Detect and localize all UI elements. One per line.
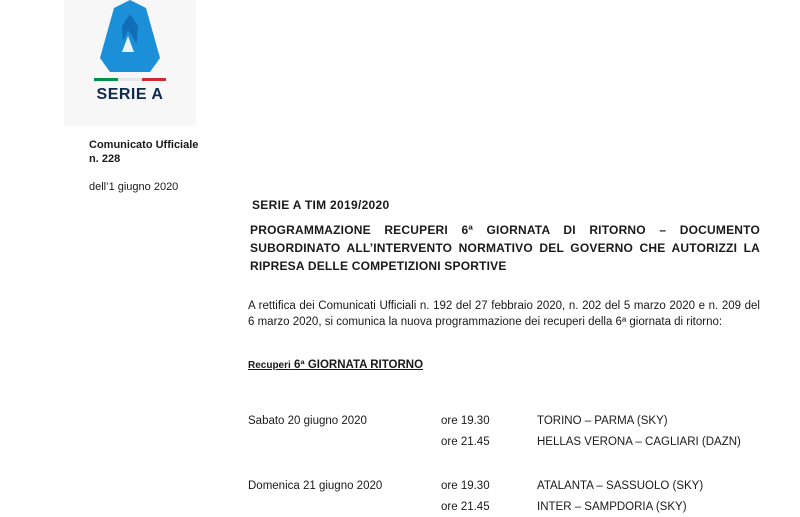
italian-flag-stripe — [94, 78, 166, 81]
match-teams: TORINO – PARMA (SKY) — [537, 414, 668, 427]
section-title — [248, 359, 760, 371]
match-date: Domenica 21 giugno 2020 — [248, 479, 383, 492]
intro-paragraph: A rettifica dei Comunicati Ufficiali n. 192 del 27 febbraio 2020, n. 202 del 5 marzo 2020 e n. 209 del 6 marzo 2020, si comunica la nuova programmazione dei recuperi della 6ª giornata di ritorno: — [248, 300, 760, 328]
comunicato-date: dell’1 giugno 2020 — [89, 181, 179, 193]
match-time: ore 21.45 — [441, 500, 490, 513]
section-title-part-a: Recuperi — [248, 360, 291, 371]
match-time: ore 21.45 — [441, 435, 490, 448]
serie-a-logo — [64, 0, 196, 126]
comunicato-number: n. 228 — [89, 153, 121, 165]
match-time: ore 19.30 — [441, 414, 490, 427]
logo-text: SERIE A — [96, 86, 164, 103]
sidebar — [89, 138, 198, 194]
comunicato-title: Comunicato Ufficiale — [89, 139, 199, 151]
document-title: SERIE A TIM 2019/2020 — [252, 198, 390, 212]
match-teams: INTER – SAMPDORIA (SKY) — [537, 500, 687, 513]
schedule-row — [248, 475, 768, 496]
document-body — [248, 198, 760, 371]
document-subtitle: PROGRAMMAZIONE RECUPERI 6ª GIORNATA DI RITORNO – DOCUMENTO SUBORDINATO ALL’INTERVENTO NORMATIVO DEL GOVERNO CHE AUTORIZZI LA RIPRESA DELLE COMPETIZIONI SPORTIVE — [250, 223, 760, 273]
match-teams: HELLAS VERONA – CAGLIARI (DAZN) — [537, 435, 741, 448]
match-teams: ATALANTA – SASSUOLO (SKY) — [537, 479, 704, 492]
schedule-row — [248, 410, 768, 431]
match-time: ore 19.30 — [441, 479, 490, 492]
serie-a-shield-icon — [88, 0, 172, 76]
schedule-row — [248, 431, 768, 452]
schedule-row — [248, 496, 768, 517]
match-schedule — [248, 410, 768, 517]
match-date: Sabato 20 giugno 2020 — [248, 414, 367, 427]
section-title-part-b: 6ª GIORNATA RITORNO — [290, 359, 424, 371]
